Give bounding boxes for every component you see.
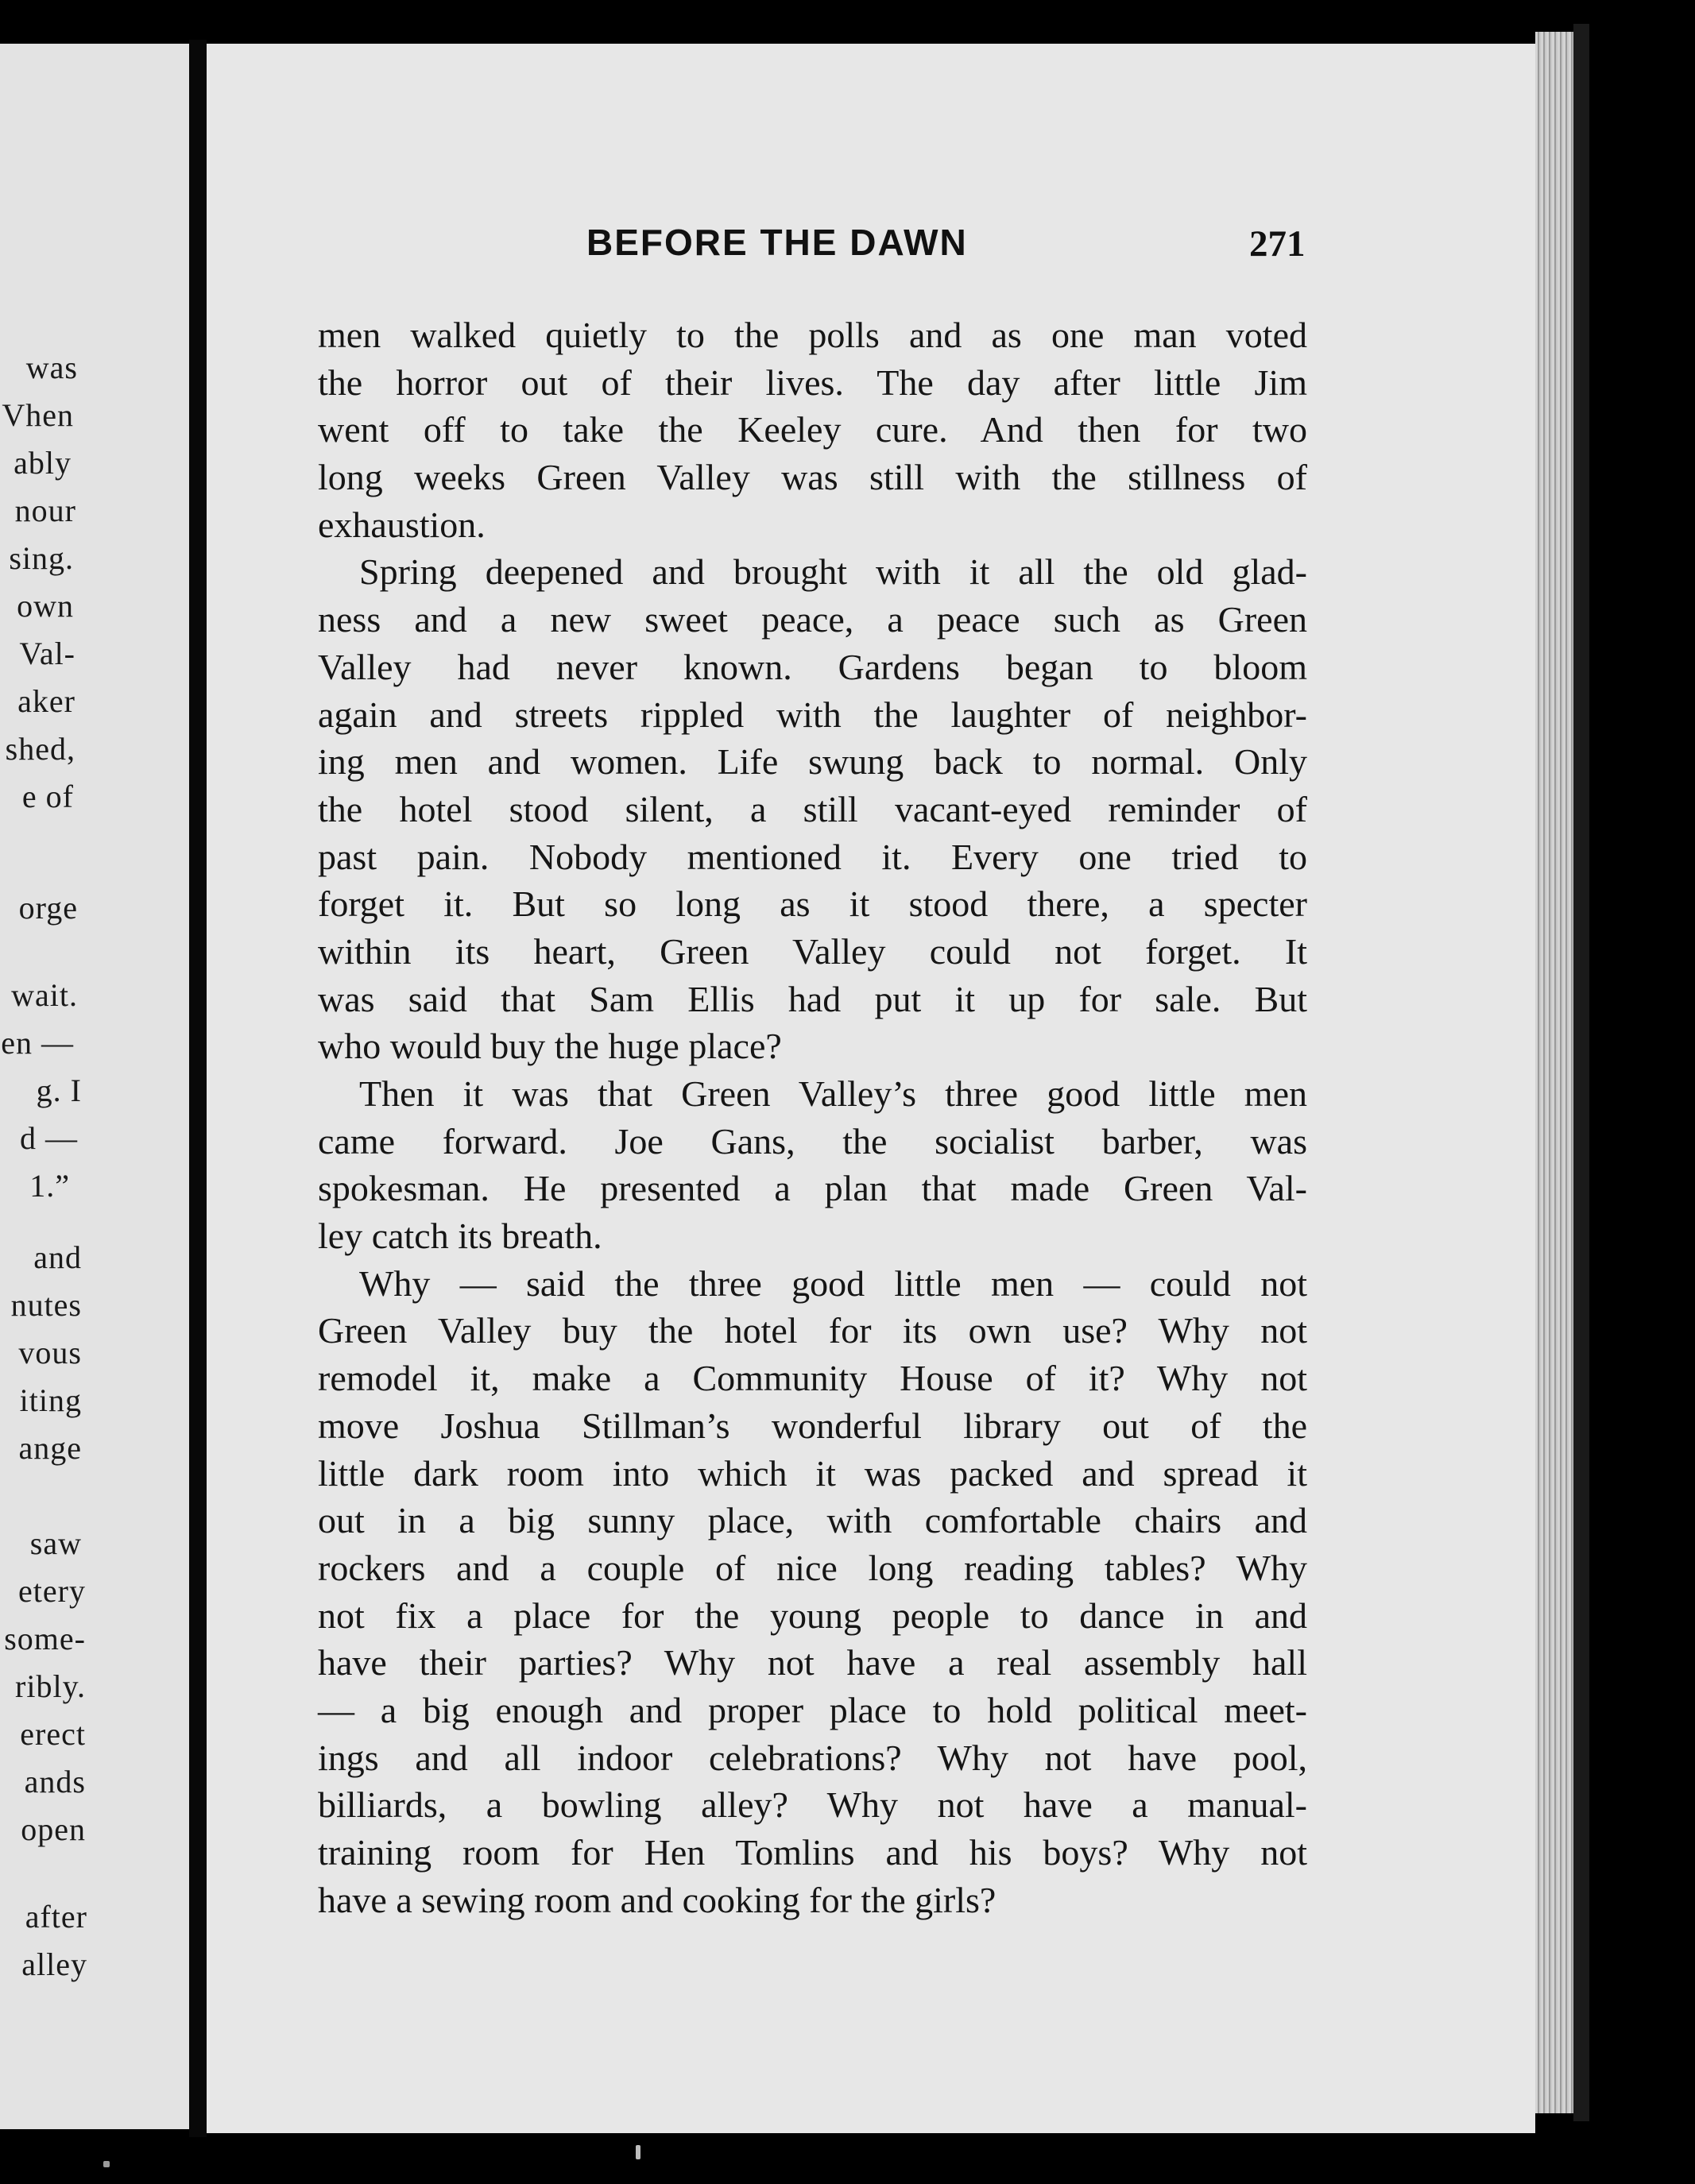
left-page-line: erect <box>20 1716 86 1752</box>
previous-page-fragment <box>0 44 189 2129</box>
left-page-line: shed, <box>5 731 75 767</box>
text-line: who would buy the huge place? <box>318 1026 782 1067</box>
left-page-line: etery <box>18 1573 86 1609</box>
left-page-line: some- <box>4 1621 86 1656</box>
left-page-line: was <box>25 350 78 385</box>
left-page-line: nutes <box>10 1287 82 1323</box>
left-page-line: Vhen <box>2 397 74 433</box>
text-line: ing men and women. Life swung back to normal. Only <box>318 741 1307 783</box>
text-line: within its heart, Green Valley could not forget. It <box>318 930 1307 972</box>
text-line: — a big enough and proper place to hold political meet- <box>318 1689 1307 1730</box>
left-page-line: ange <box>18 1430 82 1466</box>
body-text <box>318 311 1307 1923</box>
text-line: move Joshua Stillman’s wonderful library out of the <box>318 1405 1307 1446</box>
text-line: training room for Hen Tomlins and his boys? Why not <box>318 1832 1307 1873</box>
text-line: Spring deepened and brought with it all the old glad- <box>359 551 1307 593</box>
left-page-line: e of <box>21 779 74 814</box>
left-page-line: ands <box>24 1764 86 1799</box>
text-line: men walked quietly to the polls and as one man voted <box>318 315 1307 355</box>
text-line: ings and all indoor celebrations? Why not have pool, <box>318 1737 1307 1778</box>
text-line: Valley had never known. Gardens began to bloom <box>318 646 1307 687</box>
text-line: forget it. But so long as it stood there, a specter <box>318 883 1307 925</box>
left-page-line: after <box>25 1899 87 1935</box>
left-page-line: saw <box>29 1525 82 1561</box>
left-page-line: ribly. <box>15 1668 86 1704</box>
left-page-line: g. I <box>36 1073 82 1108</box>
text-line: Why — said the three good little men — could not <box>359 1262 1307 1304</box>
text-line: long weeks Green Valley was still with the stillness of <box>318 457 1307 498</box>
left-page-line: iting <box>19 1382 82 1418</box>
text-line: not fix a place for the young people to dance in and <box>318 1595 1307 1636</box>
left-page-line: wait. <box>11 977 78 1013</box>
text-line: past pain. Nobody mentioned it. Every one tried to <box>318 836 1307 877</box>
left-page-line: open <box>21 1811 86 1847</box>
scan-speck <box>636 2145 640 2159</box>
text-line: have a sewing room and cooking for the girls? <box>318 1879 996 1920</box>
text-line: the horror out of their lives. The day after little Jim <box>318 361 1307 403</box>
left-page-line: aker <box>17 683 75 719</box>
left-page-line: own <box>17 588 74 624</box>
page-edge-shadow <box>1573 24 1589 2121</box>
text-line: was said that Sam Ellis had put it up for sale. But <box>318 978 1307 1019</box>
text-line: came forward. Joe Gans, the socialist barber, was <box>318 1120 1307 1162</box>
page-edges <box>1535 32 1573 2113</box>
book-gutter <box>189 40 207 2137</box>
left-page-line: vous <box>18 1335 82 1370</box>
text-line: went off to take the Keeley cure. And then for two <box>318 409 1307 450</box>
page-number: 271 <box>1249 223 1306 265</box>
left-page-line: alley <box>21 1946 87 1982</box>
text-line: again and streets rippled with the laughter of neighbor- <box>318 694 1307 735</box>
left-page-line: ably <box>14 445 72 481</box>
text-line: billiards, a bowling alley? Why not have a manual- <box>318 1784 1307 1826</box>
text-line: remodel it, make a Community House of it? Why not <box>318 1358 1307 1399</box>
text-line: have their parties? Why not have a real assembly hall <box>318 1642 1307 1683</box>
left-page-line: Val- <box>19 636 75 671</box>
left-page-line: sing. <box>9 540 74 576</box>
text-line: out in a big sunny place, with comfortable chairs and <box>318 1500 1307 1541</box>
left-page-line: d — <box>20 1120 78 1156</box>
text-line: Green Valley buy the hotel for its own use? Why not <box>318 1310 1307 1351</box>
left-page-line: en — <box>1 1025 74 1061</box>
text-line: ley catch its breath. <box>318 1216 602 1257</box>
text-line: rockers and a couple of nice long reading tables? Why <box>318 1547 1307 1588</box>
left-page-line: orge <box>18 890 78 926</box>
scan-speck <box>103 2161 110 2167</box>
text-line: the hotel stood silent, a still vacant-eyed reminder of <box>318 788 1307 829</box>
left-page-line: nour <box>14 493 76 528</box>
text-line: Then it was that Green Valley’s three good little men <box>359 1073 1307 1114</box>
running-head-title: BEFORE THE DAWN <box>586 222 968 263</box>
text-line: little dark room into which it was packed and spread it <box>318 1452 1307 1494</box>
text-line: exhaustion. <box>318 504 486 545</box>
left-page-line: 1.” <box>29 1168 70 1204</box>
left-page-line: and <box>33 1239 82 1275</box>
text-line: spokesman. He presented a plan that made Green Val- <box>318 1168 1307 1209</box>
text-line: ness and a new sweet peace, a peace such as Green <box>318 599 1307 640</box>
